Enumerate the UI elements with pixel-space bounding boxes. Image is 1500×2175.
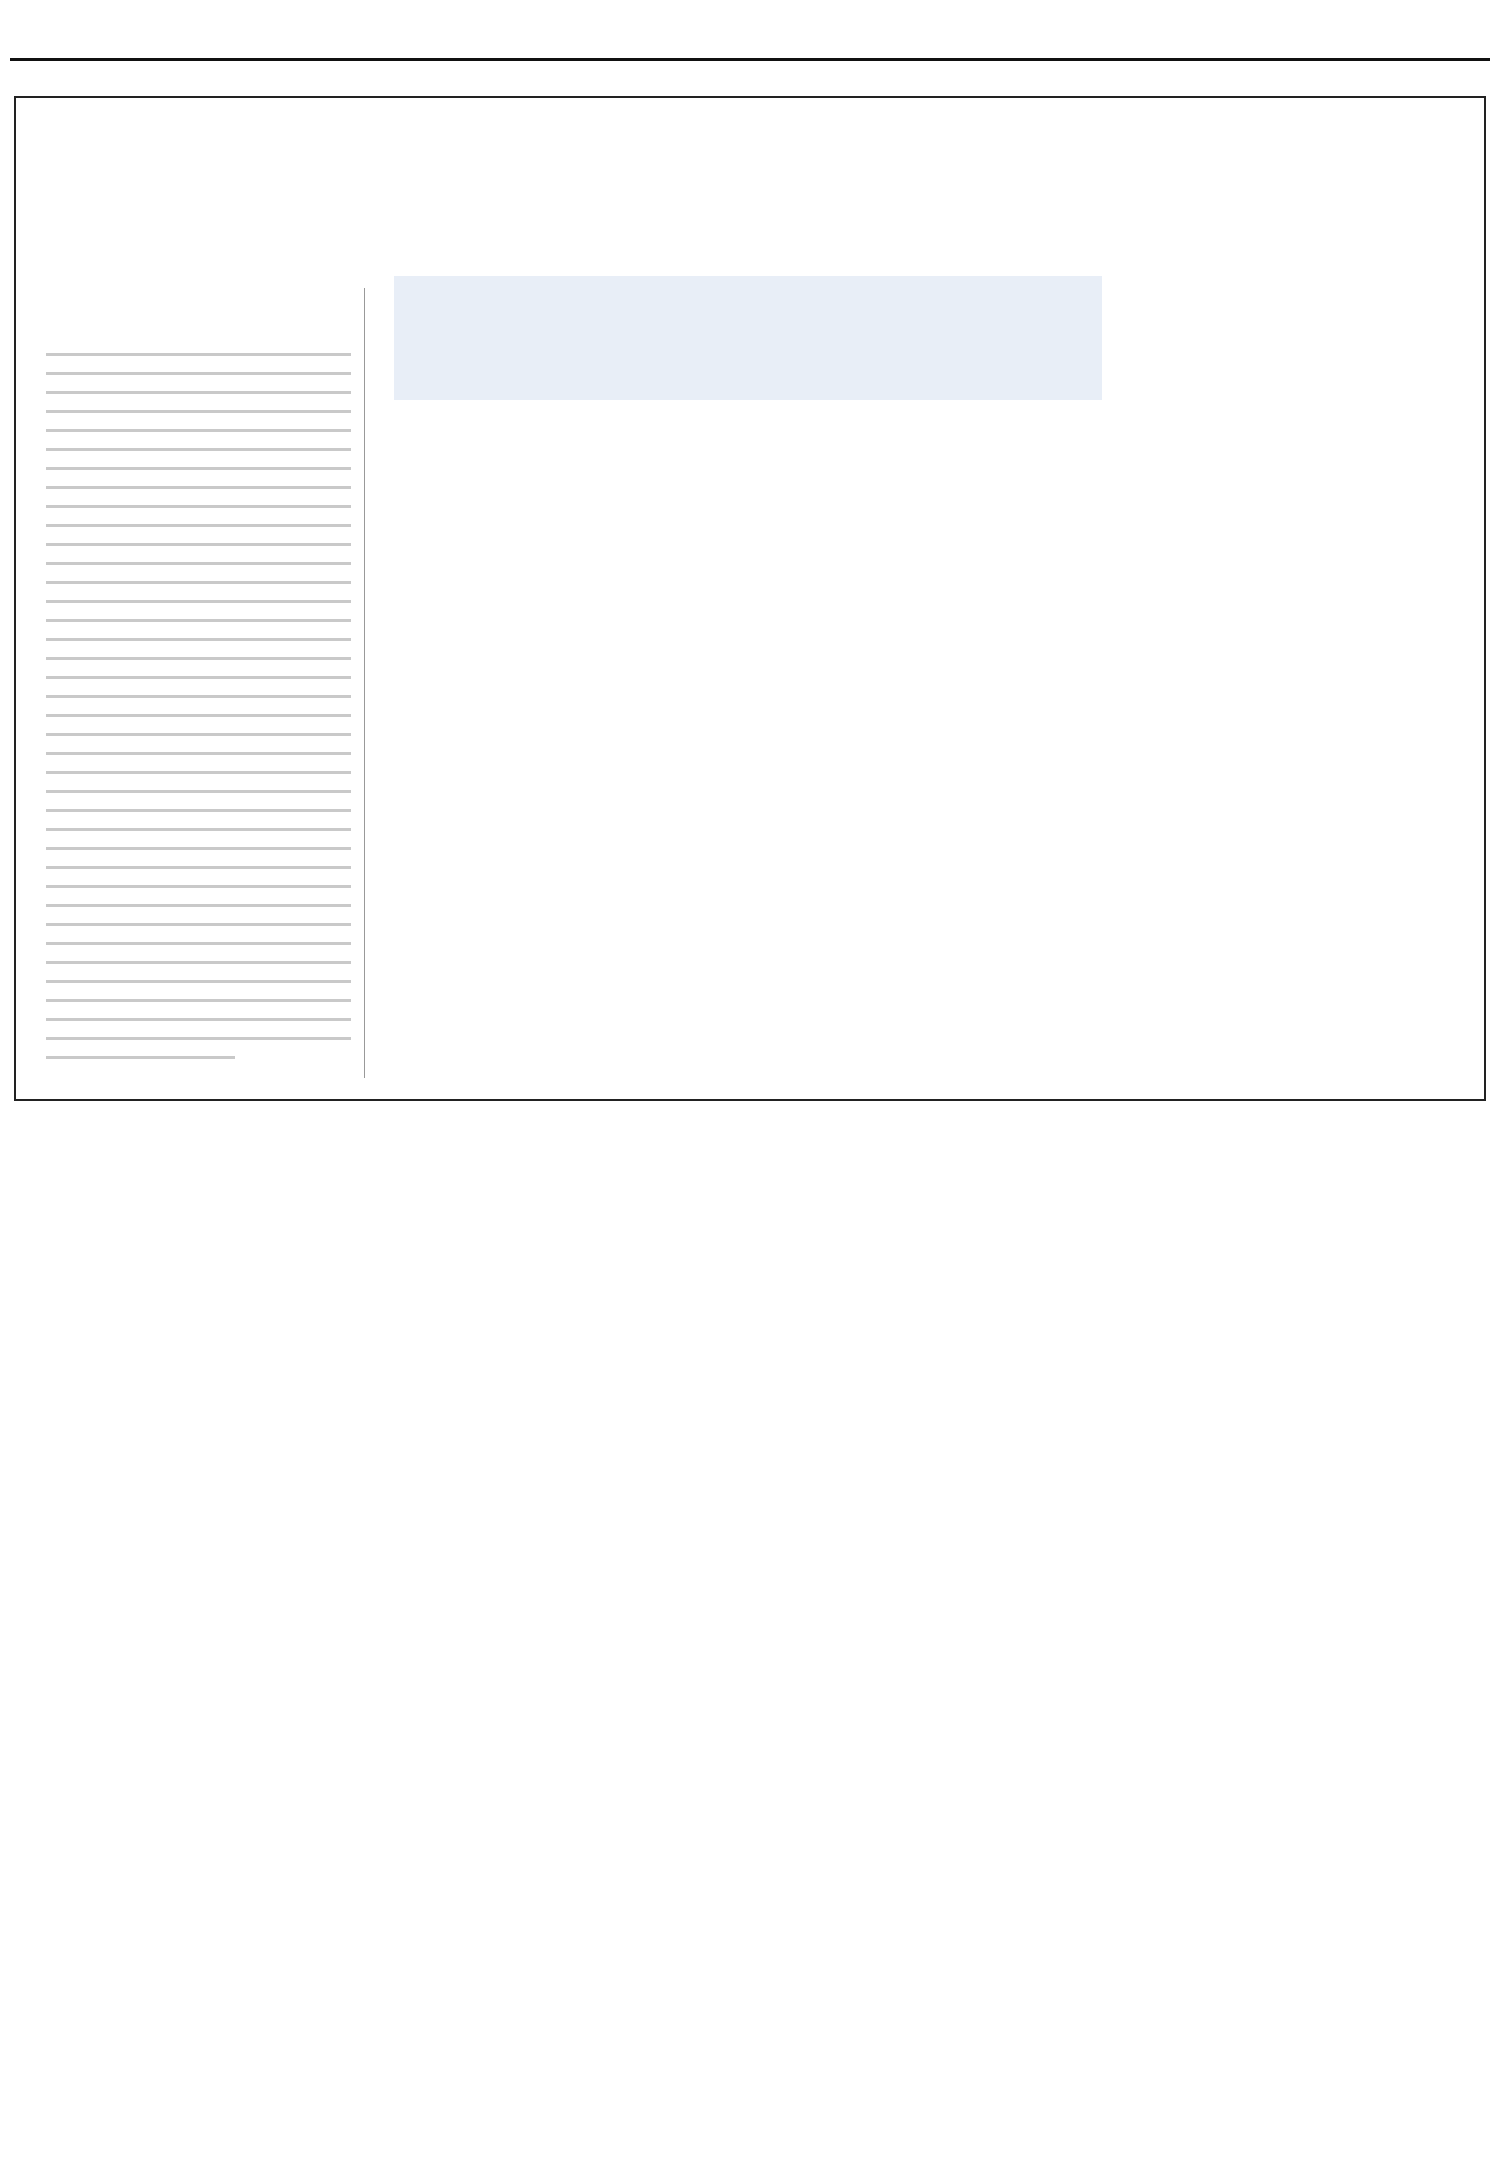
masthead (0, 0, 1500, 58)
masthead-rule (10, 58, 1490, 61)
feature-article (14, 96, 1486, 1101)
column-rule (364, 288, 365, 1078)
column-1-body (46, 353, 351, 1075)
article-lead (394, 276, 1102, 400)
